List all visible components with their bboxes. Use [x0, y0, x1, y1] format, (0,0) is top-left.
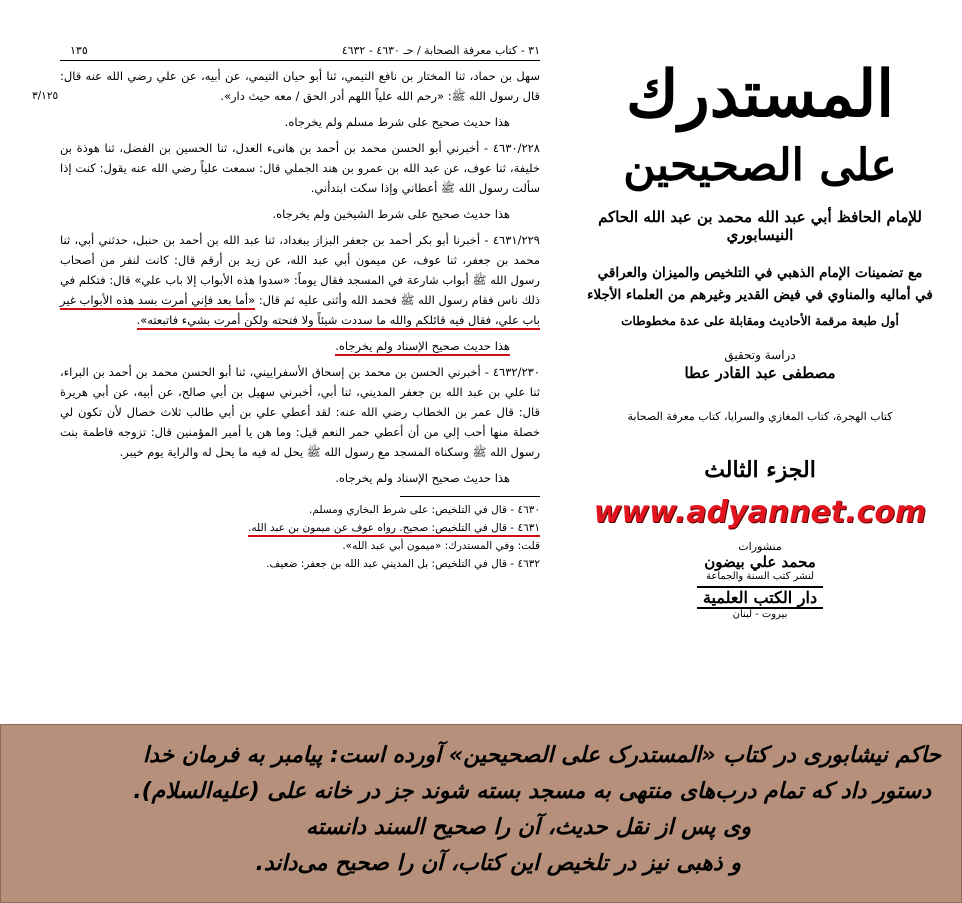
- cover-author: للإمام الحافظ أبي عبد الله محمد بن عبد الله الحاكم النيسابوري: [598, 208, 922, 244]
- footnotes: [60, 501, 540, 573]
- hadith-paragraph: ٤٦٣٢/٢٣٠ - أخبرني الحسن بن محمد بن إسحاق الأسفراييني، ثنا أبو الحسن محمد بن أحمد بن البراء، ثنا علي بن عبد الله بن جعفر المديني، ثنا أبي، أخبرني سهيل بن أبي صالح، عن أبيه، عن أبي هريرة قال: قال عمر بن الخطاب رضي الله عنه: لقد أعطي علي بن أبي طالب ثلاث خصال لأن تكون لي خصلة منها أحب إلي من أن أعطي حمر النعم قيل: وما هن يا أمير المؤمنين قال: تزوجه فاطمة بنت رسول الله ﷺ وسكناه المسجد مع رسول الله ﷺ يحل له فيه ما يحل له والراية يوم خيبر.: [60, 365, 540, 459]
- publisher-label: منشورات: [738, 540, 782, 553]
- verdict-text-highlighted: [60, 336, 510, 356]
- page-number: ١٣٥: [70, 44, 88, 57]
- hadith-paragraph: ٤٦٣٠/٢٢٨ - أخبرني أبو الحسن محمد بن أحمد بن هانىء العدل، ثنا الحسين بن الفضل، ثنا هوذة بن خليفة، ثنا عوف، عن عبد الله بن عمرو بن هند الجملي قال: سمعت علياً رضي الله عنه يقول: كنت إذا سألت رسول الله ﷺ أعطاني وإذا سكت ابتدأني.: [60, 141, 540, 195]
- cover-study-label: دراسة وتحقيق: [724, 348, 796, 362]
- website-watermark: www.adyannet.com: [593, 495, 927, 530]
- hadith-text: ٤٦٣١/٢٢٩ - أخبرنا أبو بكر أحمد بن جعفر البزاز ببغداد، ثنا عبد الله بن أحمد بن حنبل، حدثني أبي، ثنا محمد بن جعفر، ثنا عوف، عن ميمون أبي عبد الله، عن زيد بن أرقم قال: كانت لنفر من أصحاب رسول الله ﷺ أبواب شارعة في المسجد فقال يوماً: «سدوا هذه الأبواب إلا باب علي» قال: فتكلم في ذلك ناس فقام رسول الله ﷺ فحمد الله وأثنى عليه ثم قال:: [60, 233, 541, 307]
- verdict-text: هذا حديث صحيح على شرط مسلم ولم يخرجاه.: [284, 115, 510, 129]
- publisher-name: محمد علي بيضون: [704, 553, 816, 571]
- footnote: ٤٦٣٢ - قال في التلخيص: بل المديني عبد الله بن جعفر: ضعيف.: [266, 558, 540, 570]
- page-header-crumb: ٣١ - كتاب معرفة الصحابة / حـ ٤٦٣٠ - ٤٦٣٢: [341, 44, 540, 57]
- footnote: [60, 519, 540, 537]
- cover-subtitle: على الصحيحين: [623, 140, 897, 191]
- caption-banner: [0, 724, 962, 903]
- hadith-paragraph: [60, 230, 540, 330]
- publisher-line: لنشر كتب السنة والجماعة: [705, 571, 815, 582]
- cover-edition: أول طبعة مرقمة الأحاديث ومقابلة على عدة مخطوطات: [621, 314, 899, 328]
- highlighted-verdict: هذا حديث صحيح الإسناد ولم يخرجاه.: [335, 339, 510, 356]
- book-page: [32, 40, 541, 715]
- cover-volume: الجزء الثالث: [704, 457, 816, 483]
- page-body: [60, 66, 540, 573]
- footnote: قلت: وفي المستدرك: «ميمون أبي عبد الله».: [342, 540, 540, 552]
- margin-reference: ٣/١٢٥: [32, 90, 59, 102]
- highlighted-quote: «أما بعد فإني أمرت بسد هذه الأبواب غير باب علي، فقال فيه قائلكم والله ما سددت شيئاً ولا فتحته ولكن أمرت بشيء فاتبعته».: [60, 293, 540, 330]
- book-cover: [580, 40, 940, 710]
- caption-line: حاکم نیشابوری در کتاب «المستدرک علی الصحیحین» آورده است: پیامبر به فرمان خدا: [142, 743, 941, 768]
- hadith-paragraph: سهل بن حماد، ثنا المختار بن نافع التيمي، ثنا أبو حيان التيمي، عن أبيه، عن علي رضي الله عنه قال: قال رسول الله ﷺ: «رحم الله علياً اللهم أدر الحق / معه حيث دار».: [60, 69, 540, 103]
- footnote-separator: [400, 496, 540, 497]
- verdict-text: هذا حديث صحيح الإسناد ولم يخرجاه.: [335, 471, 510, 485]
- cover-editor: مصطفى عبد القادر عطا: [684, 364, 836, 382]
- page-header: [60, 40, 540, 61]
- cover-books: كتاب الهجرة، كتاب المغازي والسرايا، كتاب معرفة الصحابة: [627, 410, 893, 423]
- footnote: ٤٦٣٠ - قال في التلخيص: على شرط البخاري ومسلم.: [309, 504, 540, 516]
- caption-line: و ذهبی نیز در تلخیص این کتاب، آن را صحیح می‌داند.: [255, 851, 741, 876]
- cover-notes: [580, 262, 940, 306]
- publisher-logo: دار الكتب العلمية: [697, 586, 823, 609]
- caption-line: دستور داد که تمام درب‌های منتهی به مسجد بسته شوند جز در خانه علی (علیه‌السلام).: [133, 779, 931, 804]
- cover-title: المستدرك: [626, 57, 894, 132]
- verdict-text: هذا حديث صحيح على شرط الشيخين ولم يخرجاه.: [272, 207, 510, 221]
- cover-notes-line: في أماليه والمناوي في فيض القدير وغيرهم من العلماء الأجلاء: [587, 287, 933, 303]
- cover-notes-line: مع تضمينات الإمام الذهبي في التلخيص والميزان والعراقي: [597, 265, 923, 281]
- caption-line: وی پس از نقل حدیث، آن را صحیح السند دانسته: [305, 815, 751, 840]
- footnote-highlighted: ٤٦٣١ - قال في التلخيص: صحيح. رواه عوف عن ميمون بن عبد الله.: [248, 522, 540, 537]
- publisher-city: بيروت - لبنان: [732, 609, 788, 620]
